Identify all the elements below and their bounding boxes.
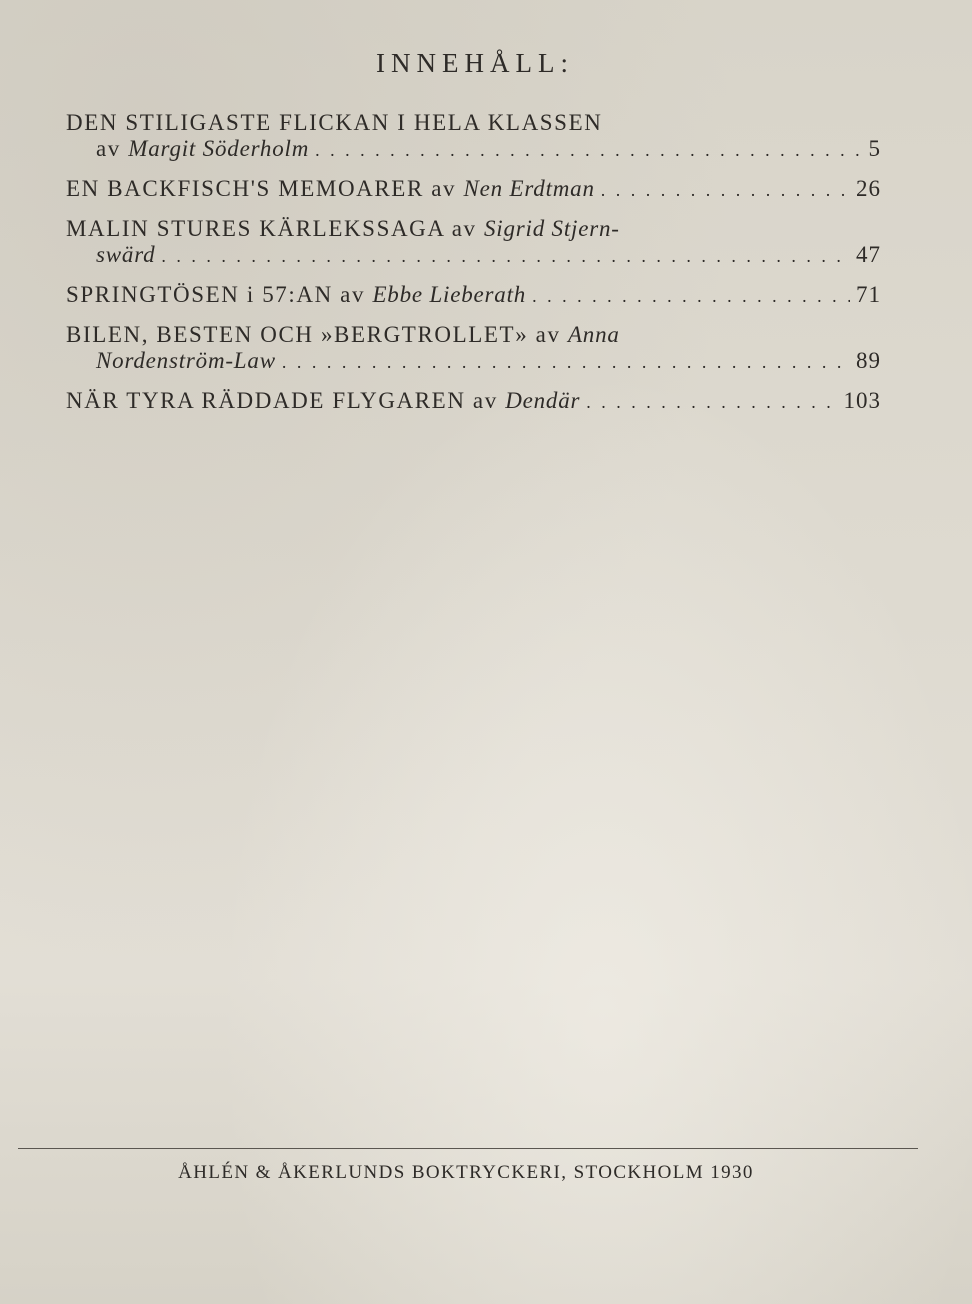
toc-entry-author-line xyxy=(66,242,881,268)
toc-entry xyxy=(66,176,881,202)
toc-entry-page: 5 xyxy=(868,136,881,161)
toc-entry-title: BILEN, BESTEN OCH »BERGTROLLET» xyxy=(66,322,529,347)
toc-entry-author: Dendär xyxy=(505,388,581,413)
toc-entry-title-line xyxy=(66,388,881,414)
toc-entry-title-line xyxy=(66,176,881,202)
toc-entry-title: DEN STILIGASTE FLICKAN I HELA KLASSEN xyxy=(66,110,603,135)
toc-entry-author-cont: Nordenström-Law xyxy=(96,348,276,373)
toc-entry-author-cont: swärd xyxy=(96,242,156,267)
leader-dots xyxy=(601,180,850,201)
toc-entry-page: 89 xyxy=(856,348,881,373)
author-prefix: av xyxy=(451,216,477,241)
toc-entry-title: SPRINGTÖSEN i 57:AN xyxy=(66,282,333,307)
table-of-contents xyxy=(66,110,881,414)
author-prefix: av xyxy=(431,176,457,201)
toc-entry xyxy=(66,282,881,308)
toc-entry-title: NÄR TYRA RÄDDADE FLYGAREN xyxy=(66,388,466,413)
toc-entry-page: 71 xyxy=(856,282,881,307)
author-prefix: av xyxy=(340,282,366,307)
contents-heading: INNEHÅLL: xyxy=(376,48,574,78)
toc-entry-author-line xyxy=(66,348,881,374)
toc-entry-title-line xyxy=(66,216,881,242)
toc-entry xyxy=(66,322,881,374)
toc-entry-page: 103 xyxy=(843,388,881,413)
toc-entry xyxy=(66,216,881,268)
toc-entry xyxy=(66,388,881,414)
leader-dots xyxy=(315,140,862,161)
author-prefix: av xyxy=(472,388,498,413)
toc-entry-author: Margit Söderholm xyxy=(128,136,310,161)
leader-dots xyxy=(161,246,850,267)
leader-dots xyxy=(586,392,837,413)
toc-entry-author: Nen Erdtman xyxy=(463,176,595,201)
toc-entry-title: EN BACKFISCH'S MEMOARER xyxy=(66,176,424,201)
toc-entry-author: Anna xyxy=(567,322,620,347)
toc-entry-title-line xyxy=(66,322,881,348)
toc-entry xyxy=(66,110,881,162)
horizontal-rule xyxy=(18,1148,918,1149)
toc-entry-author: Ebbe Lieberath xyxy=(372,282,527,307)
printer-imprint: ÅHLÉN & ÅKERLUNDS BOKTRYCKERI, STOCKHOLM 1930 xyxy=(178,1162,754,1183)
toc-entry-title-line xyxy=(66,110,881,136)
author-prefix: av xyxy=(535,322,561,347)
author-prefix: av xyxy=(96,136,121,161)
toc-entry-author-line xyxy=(66,136,881,162)
toc-entry-title: MALIN STURES KÄRLEKSSAGA xyxy=(66,216,445,241)
toc-entry-title-line xyxy=(66,282,881,308)
toc-entry-page: 26 xyxy=(856,176,881,201)
leader-dots xyxy=(532,286,850,307)
toc-entry-author: Sigrid Stjern- xyxy=(483,216,620,241)
toc-entry-page: 47 xyxy=(856,242,881,267)
leader-dots xyxy=(282,352,850,373)
